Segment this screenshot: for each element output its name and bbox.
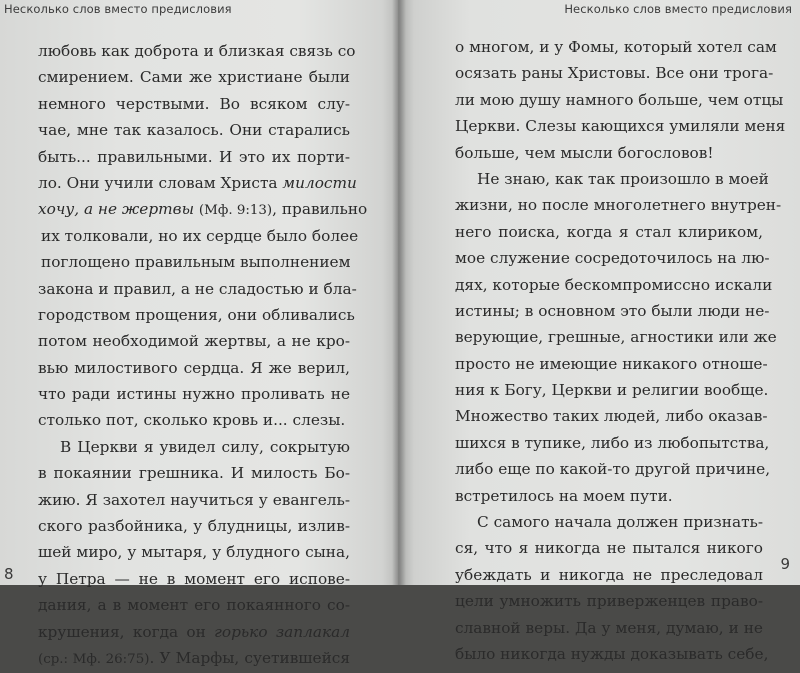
italic-quote: милости bbox=[282, 173, 357, 192]
text-line: шей миро, у мытаря, у блудного сына, bbox=[38, 543, 350, 562]
text-line: смирением. Сами же христиане были bbox=[38, 68, 350, 87]
text-line: ся, что я никогда не пытался никого bbox=[455, 539, 763, 558]
text-line: ния к Богу, Церкви и религии вообще. bbox=[455, 381, 769, 400]
text-line: дания, а в момент его покаянного со- bbox=[38, 596, 350, 615]
text-line: В Церкви я увидел силу, сокрытую bbox=[60, 437, 350, 456]
text-line: вью милостивого сердца. Я же верил, bbox=[38, 358, 350, 377]
text-line: закона и правил, а не сладостью и бла- bbox=[38, 279, 357, 298]
text-line: любовь как доброта и близкая связь со bbox=[38, 42, 356, 60]
right-running-head: Несколько слов вместо предисловия bbox=[564, 2, 792, 16]
text-line: ло. Они учили словам Христа милости bbox=[38, 173, 357, 192]
text-line: шихся в тупике, либо из любопытства, bbox=[455, 433, 770, 452]
text-line: просто не имеющие никакого отноше- bbox=[455, 354, 768, 373]
text-line: мое служение сосредоточилось на лю- bbox=[455, 249, 770, 268]
text-line: крушения, когда он горько заплакал bbox=[38, 622, 350, 641]
text-line: что ради истины нужно проливать не bbox=[38, 385, 350, 404]
left-page bbox=[0, 0, 398, 667]
left-page-number: 8 bbox=[4, 565, 14, 583]
text-line: хочу, а не жертвы (Мф. 9:13), правильно bbox=[38, 200, 368, 219]
text-line: жизни, но после многолетнего внутрен- bbox=[455, 196, 782, 215]
text-line: быть... правильными. И это их порти- bbox=[38, 147, 350, 166]
text-line: него поиска, когда я стал клириком, bbox=[455, 222, 763, 241]
text-line: цели умножить приверженцев право- bbox=[455, 592, 763, 611]
right-page bbox=[398, 0, 800, 663]
text-line: истины; в основном это были люди не- bbox=[455, 301, 770, 320]
book-gutter bbox=[392, 0, 406, 585]
text-line: было никогда нужды доказывать себе, bbox=[455, 644, 769, 663]
italic-quote: горько заплакал bbox=[214, 622, 350, 641]
text-line: жию. Я захотел научиться у евангель- bbox=[38, 490, 350, 509]
text-line: ли мою душу намного больше, чем отцы bbox=[455, 90, 784, 109]
text-line: потом необходимой жертвы, а не кро- bbox=[38, 332, 350, 351]
text-line: встретилось на моем пути. bbox=[455, 486, 673, 505]
text-line: дях, которые бескомпромиссно искали bbox=[455, 275, 773, 294]
text-line: у Петра — не в момент его испове- bbox=[38, 569, 350, 588]
text-line: городством прощения, они обливались bbox=[38, 305, 355, 324]
text-line: Церкви. Слезы кающихся умиляли меня bbox=[455, 117, 786, 136]
text-line: о многом, и у Фомы, который хотел сам bbox=[455, 38, 777, 56]
text-line: верующие, грешные, агностики или же bbox=[455, 328, 777, 347]
text-line: в покаянии грешника. И милость Бо- bbox=[38, 464, 350, 483]
text-line: их толковали, но их сердце было более bbox=[41, 226, 359, 245]
right-page-text bbox=[455, 34, 786, 667]
scripture-reference: (ср.: Мф. 26:75) bbox=[38, 651, 150, 667]
text-line: больше, чем мысли богословов! bbox=[455, 143, 714, 162]
text-line: убеждать и никогда не преследовал bbox=[455, 565, 763, 584]
text-line: поглощено правильным выполнением bbox=[41, 253, 351, 272]
scripture-reference: (Мф. 9:13) bbox=[198, 203, 273, 219]
text-line: немного черствыми. Во всяком слу- bbox=[38, 94, 350, 113]
text-line: С самого начала должен признать- bbox=[477, 513, 764, 532]
text-line: чае, мне так казалось. Они старались bbox=[38, 121, 350, 140]
text-line: либо еще по какой-то другой причине, bbox=[455, 460, 771, 479]
text-line: столько пот, сколько кровь и... слезы. bbox=[38, 411, 346, 430]
text-line: осязать раны Христовы. Все они трога- bbox=[455, 64, 774, 83]
text-line: славной веры. Да у меня, думаю, и не bbox=[455, 618, 763, 637]
text-line: Множество таких людей, либо оказав- bbox=[455, 407, 768, 426]
text-line: Не знаю, как так произошло в моей bbox=[477, 169, 769, 188]
left-running-head: Несколько слов вместо предисловия bbox=[4, 2, 232, 16]
italic-quote: хочу, а не жертвы bbox=[38, 200, 195, 219]
right-page-number: 9 bbox=[780, 555, 790, 573]
text-line: ского разбойника, у блудницы, излив- bbox=[38, 517, 350, 536]
left-page-text bbox=[38, 38, 368, 671]
text-line: (ср.: Мф. 26:75). У Марфы, суетившейся bbox=[38, 648, 350, 667]
